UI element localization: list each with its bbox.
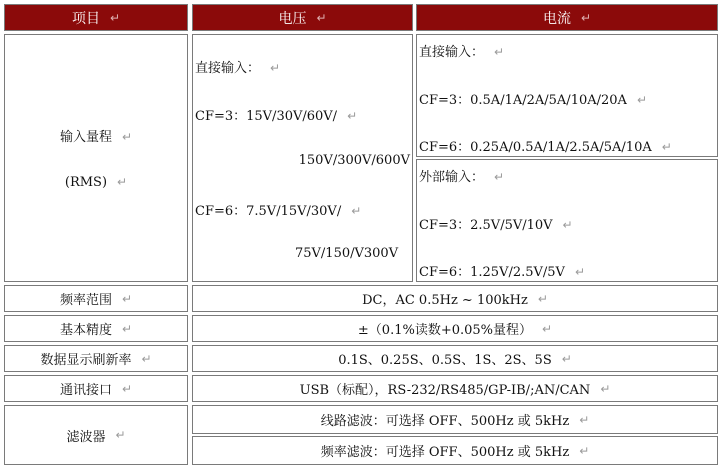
return-mark: ↵ <box>347 109 358 123</box>
filter-line-value: 线路滤波：可选择 OFF、500Hz 或 5kHz <box>320 414 570 429</box>
voltage-cf6-line2: 75V/150/V300V <box>295 246 399 261</box>
return-mark: ↵ <box>351 204 362 218</box>
return-mark: ↵ <box>494 170 505 184</box>
return-mark: ↵ <box>574 265 586 279</box>
return-mark: ↵ <box>561 351 572 366</box>
current-direct-cell <box>416 34 718 157</box>
current-external-cf6: CF=6：1.25V/2.5V/5V <box>419 265 565 280</box>
return-mark: ↵ <box>141 351 152 366</box>
voltage-cf6-line1: CF=6：7.5V/15V/30V/ <box>195 204 342 219</box>
header-voltage <box>192 4 413 31</box>
header-item <box>4 4 188 31</box>
return-mark: ↵ <box>542 321 553 336</box>
return-mark: ↵ <box>636 93 647 107</box>
voltage-cf3-line2: 150V/300V/600V <box>298 153 410 168</box>
return-mark: ↵ <box>121 291 133 306</box>
voltage-cf3-line1: CF=3：15V/30V/60V/ <box>195 109 338 124</box>
voltage-range-cell <box>192 34 413 282</box>
return-mark: ↵ <box>494 45 505 59</box>
return-mark: ↵ <box>580 10 592 25</box>
comm-value: USB（标配），RS-232/RS485/GP-IB/;AN/CAN <box>299 383 591 398</box>
accuracy-label: 基本精度 <box>59 323 112 338</box>
return-mark: ↵ <box>270 61 281 75</box>
filter-freq-value: 频率滤波：可选择 OFF、500Hz 或 5kHz <box>320 445 570 460</box>
current-direct-cf3: CF=3：0.5A/1A/2A/5A/10A/20A <box>419 93 627 108</box>
return-mark: ↵ <box>579 443 590 458</box>
return-mark: ↵ <box>121 321 133 336</box>
refresh-value-cell <box>192 345 718 372</box>
accuracy-label-cell <box>4 315 188 342</box>
current-external-cell <box>416 159 718 282</box>
voltage-direct-title: 直接输入： <box>195 61 261 76</box>
return-mark: ↵ <box>109 10 121 25</box>
freq-range-label-cell <box>4 285 188 312</box>
return-mark: ↵ <box>537 291 548 306</box>
return-mark: ↵ <box>121 130 133 144</box>
accuracy-value-cell <box>192 315 718 342</box>
comm-value-cell <box>192 375 718 402</box>
return-mark: ↵ <box>600 381 611 396</box>
refresh-value: 0.1S、0.25S、0.5S、1S、2S、5S <box>338 353 552 368</box>
input-range-label-cell <box>4 34 188 282</box>
filter-freq-cell <box>192 436 718 465</box>
filter-line-cell <box>192 405 718 434</box>
current-direct-cf6: CF=6：0.25A/0.5A/1A/2.5A/5A/10A <box>419 140 652 155</box>
accuracy-value: ±（0.1%读数+0.05%量程） <box>357 323 533 338</box>
header-current <box>416 4 718 31</box>
current-external-cf3: CF=3：2.5V/5V/10V <box>419 218 553 233</box>
refresh-label: 数据显示刷新率 <box>40 353 132 368</box>
freq-range-label: 频率范围 <box>59 293 112 308</box>
freq-range-value-cell <box>192 285 718 312</box>
return-mark: ↵ <box>579 412 590 427</box>
filter-label-cell <box>4 405 188 465</box>
rms-label: (RMS) <box>64 175 108 190</box>
current-direct-title: 直接输入： <box>419 45 485 60</box>
comm-label: 通讯接口 <box>59 383 112 398</box>
return-mark: ↵ <box>316 10 327 25</box>
return-mark: ↵ <box>115 428 126 442</box>
comm-label-cell <box>4 375 188 402</box>
header-item-label: 项目 <box>71 10 100 27</box>
return-mark: ↵ <box>117 175 128 189</box>
freq-range-value: DC，AC 0.5Hz ~ 100kHz <box>362 293 528 308</box>
return-mark: ↵ <box>121 381 133 396</box>
input-range-label: 输入量程 <box>59 130 112 145</box>
return-mark: ↵ <box>661 140 672 154</box>
header-current-label: 电流 <box>542 10 571 27</box>
refresh-label-cell <box>4 345 188 372</box>
filter-label: 滤波器 <box>66 429 106 445</box>
header-voltage-label: 电压 <box>278 10 307 27</box>
return-mark: ↵ <box>562 218 573 232</box>
current-external-title: 外部输入： <box>419 170 485 185</box>
